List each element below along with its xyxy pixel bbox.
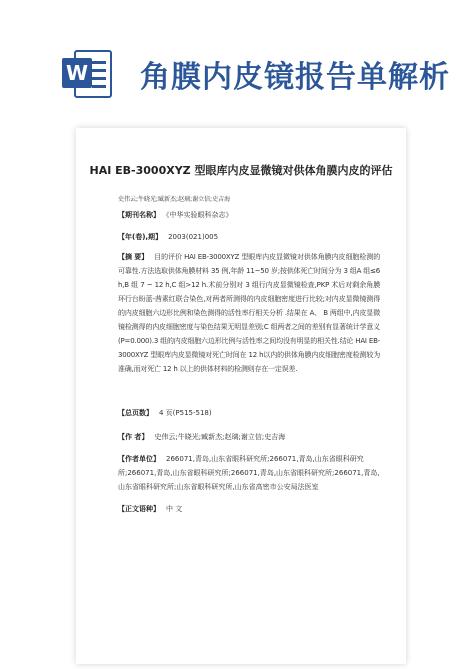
word-document-icon xyxy=(62,48,116,100)
field-label: 【 摘 要 】 xyxy=(118,253,148,261)
field-value: 《中华实验眼科杂志》 xyxy=(166,211,233,219)
field-label: 【 作 者 】 xyxy=(118,433,148,441)
document-page xyxy=(76,128,406,664)
banner-title: 角膜内皮镜报告单解析 xyxy=(140,60,450,95)
field-year xyxy=(118,230,380,244)
field-abstract xyxy=(118,250,380,376)
field-value: 中 文 xyxy=(166,505,183,513)
field-affiliation xyxy=(118,452,380,494)
field-journal xyxy=(118,208,380,222)
document-title: HAI EB-3000XYZ 型眼库内皮显微镜对供体角膜内皮的评估 xyxy=(89,164,393,177)
field-value: 266071,青岛,山东省眼科研究所;266071,青岛,山东省眼科研究所;266071,青岛,山东省眼科研究所;266071,青岛,山东省眼科研究所;266071,青岛,山东省眼科研究所;山东省眼科研究所,山东省高密市公安局法医室 xyxy=(118,455,380,491)
field-value: 4 页(P515-518) xyxy=(159,409,212,417)
banner xyxy=(0,0,474,112)
field-language xyxy=(118,502,380,516)
field-value: 2003(021)005 xyxy=(168,233,219,241)
field-label: 【 总页数 】 xyxy=(118,409,153,417)
word-letter-tile: W xyxy=(62,58,92,88)
authors-line: 史伟云;牛晓光;臧新杰;赵璃;谢立信;史吉海 xyxy=(118,196,231,203)
field-label: 【 正文语种 】 xyxy=(118,505,160,513)
field-pages xyxy=(118,406,380,420)
field-label: 【 年(卷),期 】 xyxy=(118,233,162,241)
field-value: 史伟云;牛晓光;臧新杰;赵璃;谢立信;史吉海 xyxy=(154,433,286,441)
field-label: 【 作者单位 】 xyxy=(118,455,160,463)
field-label: 【 期刊名称 】 xyxy=(118,211,160,219)
field-authors xyxy=(118,430,380,444)
field-value: 目的评价 HAI EB-3000XYZ 型眼库内皮显微镜对供体角膜内皮细胞检测的可靠性.方法选取供体角膜材料 35 例,年龄 11~50 岁;按供体死亡时间分为 3 组A 组≤6 h,B 组 7 ~ 12 h,C 组>12 h.术前分别对 3 组行内皮显微镜检查,PKP 术后对剩余角膜环行台盼蓝-茜素红联合染色,对两者所测得的内皮细胞密度进行比较;对内皮显微镜测得的内皮细胞六边形比例和染色测得的活性率行相关分析 .结果在 A、 B 两组中,内皮显微镜检测得的内皮细胞密度与染色结果无明显差别;C 组两者之间的差别有显著统计学意义(P=0.000).3 组的内皮细胞六边形比例与活性率之间均没有明显的相关性.结论 HAI EB-3000XYZ 型眼库内皮显微镜对死亡时间在 12 h以内的供体角膜内皮细胞密度检测较为准确,而对死亡 12 h 以上的供体材料的检测则存在一定误差. xyxy=(118,253,380,373)
